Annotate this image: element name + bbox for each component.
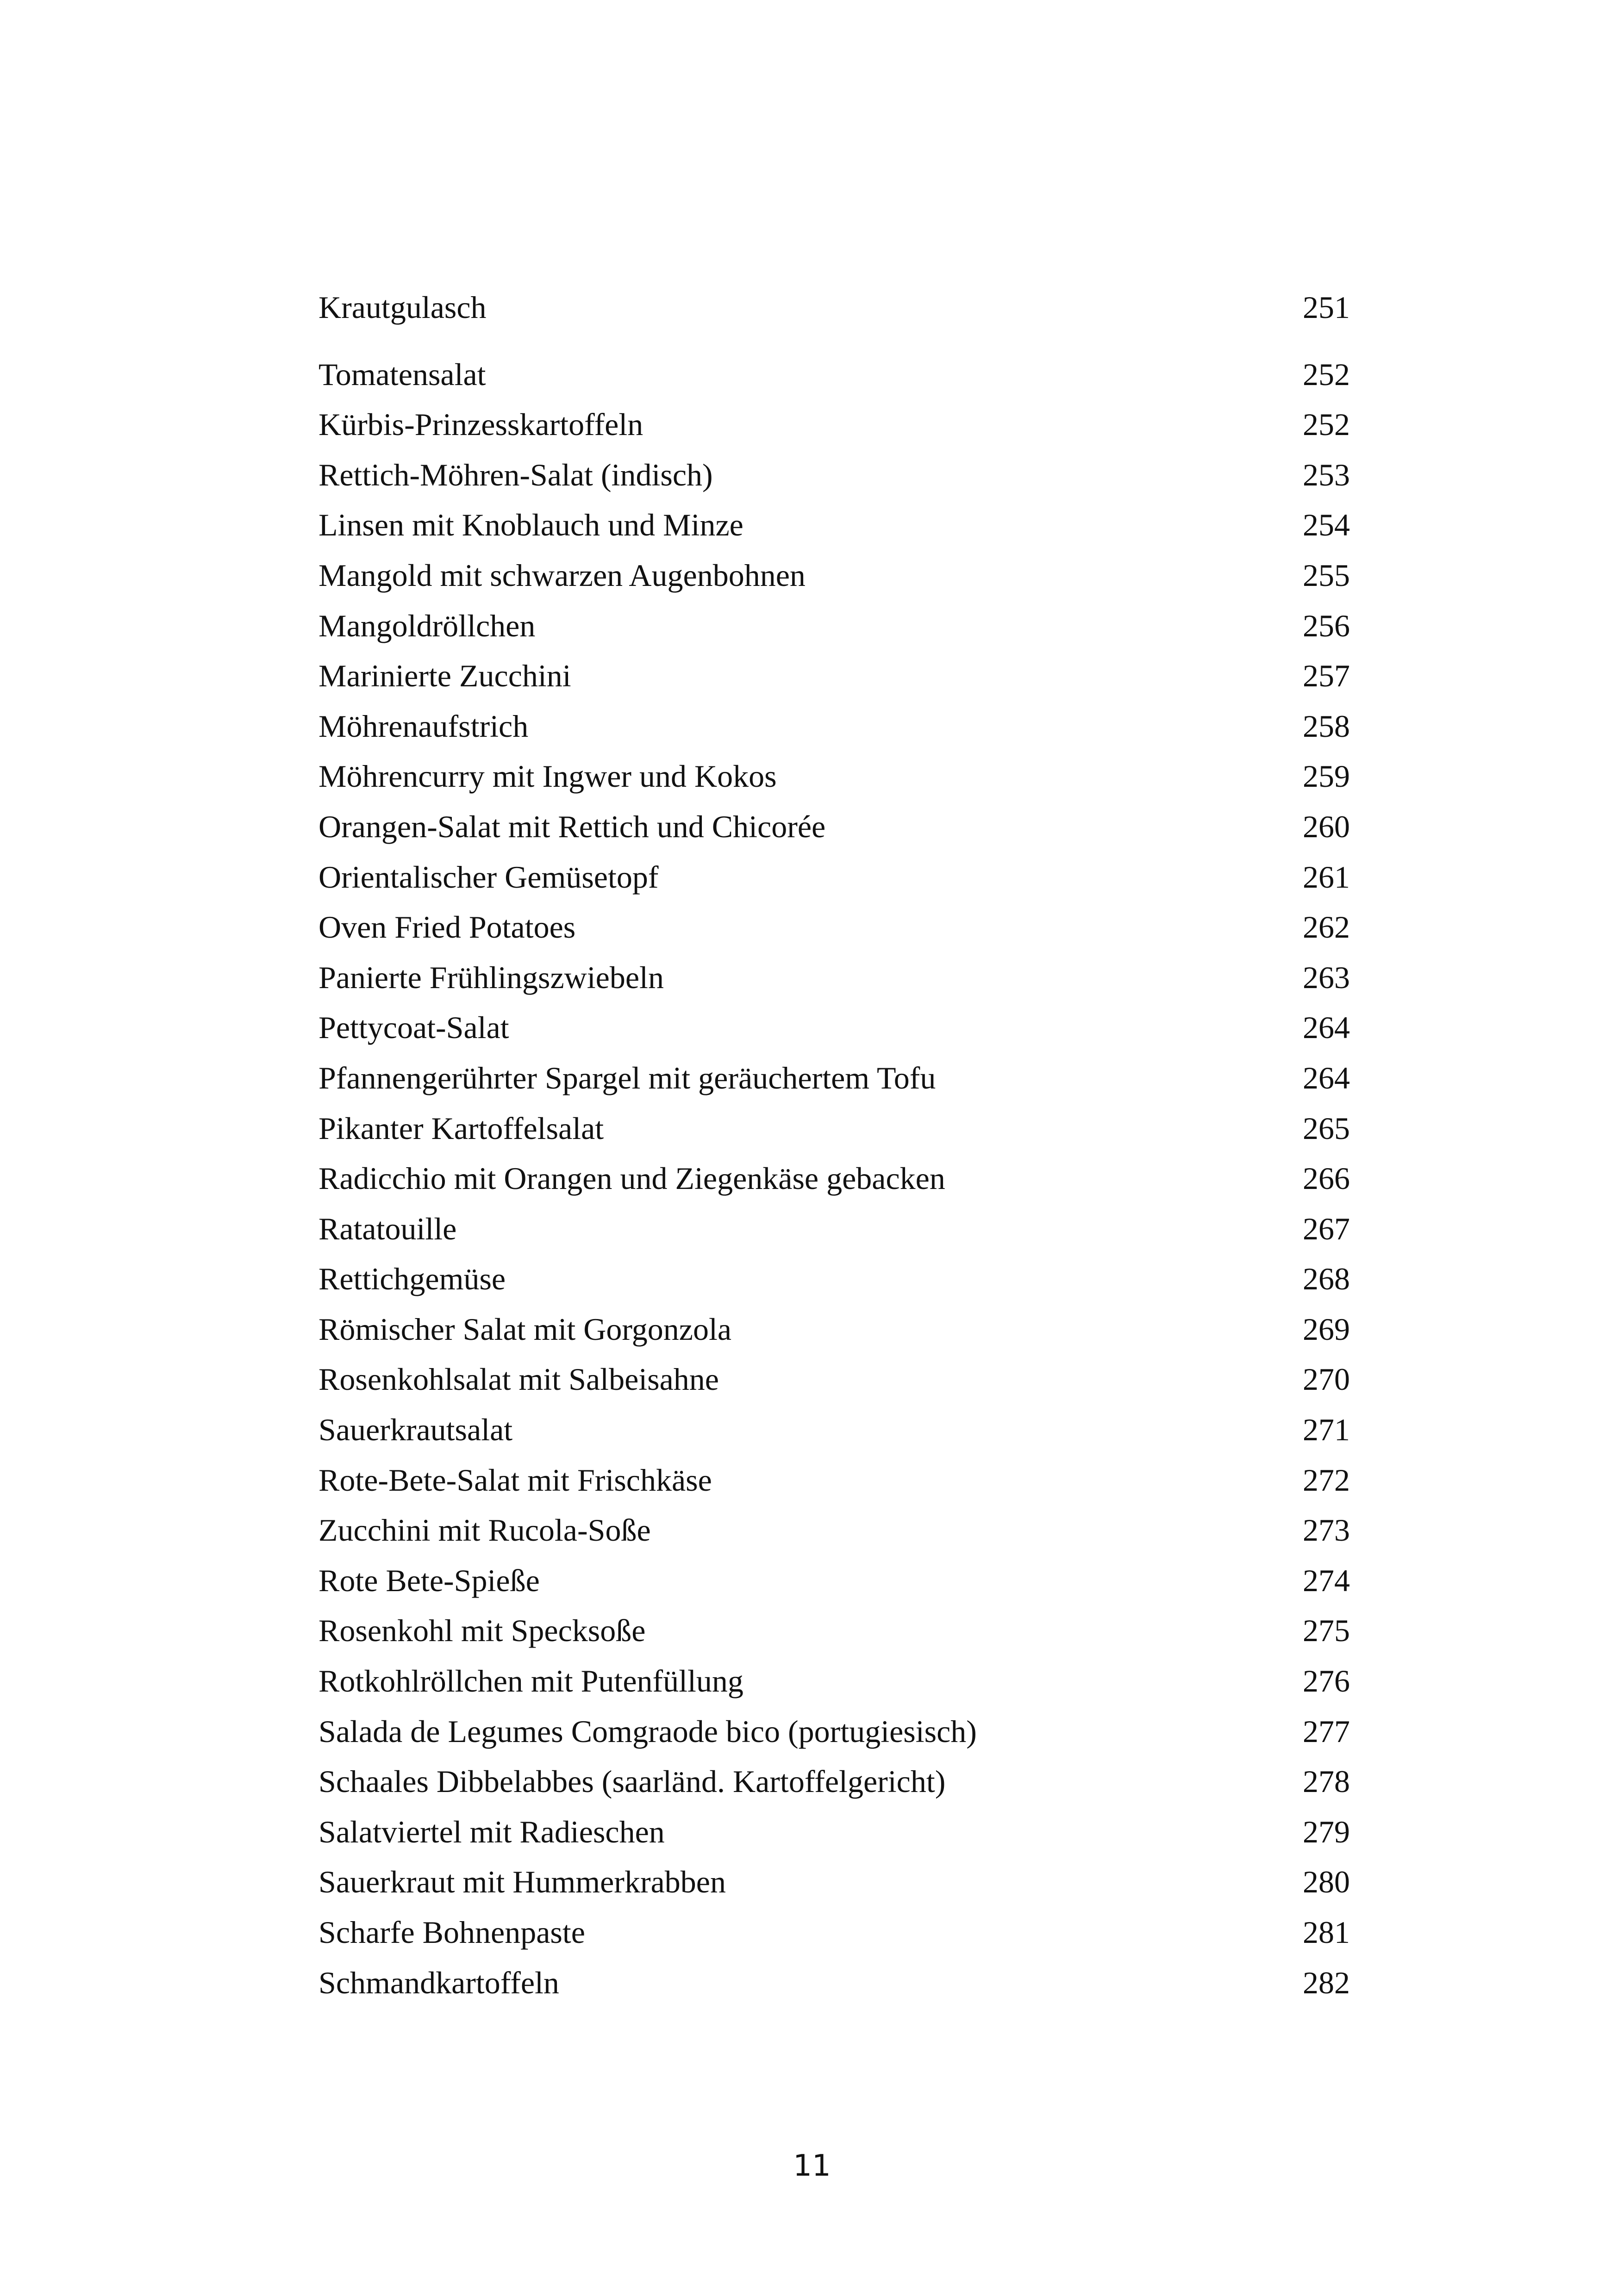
toc-entry: [319, 651, 1350, 701]
toc-entry: [319, 1958, 1350, 2008]
toc-entry: [319, 852, 1350, 902]
toc-entry: [319, 1756, 1350, 1807]
toc-entry-page: 276: [1303, 1663, 1350, 1699]
toc-entry-page: 279: [1303, 1814, 1350, 1849]
toc-entry-page: 273: [1303, 1512, 1350, 1548]
toc-entry-page: 265: [1303, 1110, 1350, 1146]
toc-entry: [319, 550, 1350, 601]
toc-entry: [319, 1857, 1350, 1907]
toc-entry-title: Pettycoat-Salat: [319, 1010, 509, 1045]
toc-entry: [319, 902, 1350, 952]
toc-entry-title: Salatviertel mit Radieschen: [319, 1814, 665, 1849]
toc-entry: [319, 1706, 1350, 1757]
toc-entry: [319, 1405, 1350, 1455]
toc-entry-title: Sauerkrautsalat: [319, 1412, 513, 1448]
toc-entry: [319, 701, 1350, 752]
toc-entry-page: 260: [1303, 809, 1350, 844]
toc-entry-page: 271: [1303, 1412, 1350, 1448]
toc-entry: [319, 1455, 1350, 1506]
toc-entry-page: 259: [1303, 759, 1350, 794]
toc-entry-page: 277: [1303, 1713, 1350, 1749]
toc-entry: [319, 1354, 1350, 1405]
toc-entry-page: 253: [1303, 457, 1350, 492]
toc-entry: [319, 282, 1350, 333]
toc-entry: [319, 1254, 1350, 1304]
toc-entry-page: 274: [1303, 1562, 1350, 1598]
toc-entry: [319, 1907, 1350, 1958]
toc-entry-page: 264: [1303, 1010, 1350, 1045]
page-number: 11: [793, 2149, 831, 2183]
toc-entry: [319, 1304, 1350, 1355]
toc-entry-title: Rote-Bete-Salat mit Frischkäse: [319, 1462, 712, 1498]
toc-entry-page: 256: [1303, 608, 1350, 643]
toc-entry-page: 272: [1303, 1462, 1350, 1498]
toc-entry-page: 280: [1303, 1864, 1350, 1900]
toc-entry: [319, 1153, 1350, 1204]
toc-entry-title: Pikanter Kartoffelsalat: [319, 1110, 604, 1146]
toc-entry-page: 267: [1303, 1211, 1350, 1246]
toc-entry-page: 281: [1303, 1915, 1350, 1950]
toc-entry-title: Rosenkohlsalat mit Salbeisahne: [319, 1362, 719, 1397]
toc-entry-title: Oven Fried Potatoes: [319, 909, 576, 945]
toc-entry: [319, 1103, 1350, 1154]
toc-entry-page: 258: [1303, 708, 1350, 744]
toc-entry: [319, 1605, 1350, 1656]
toc-entry-page: 270: [1303, 1362, 1350, 1397]
toc-entry-page: 269: [1303, 1311, 1350, 1347]
toc-entry-title: Rettich-Möhren-Salat (indisch): [319, 457, 713, 492]
toc-entry-title: Orientalischer Gemüsetopf: [319, 859, 659, 895]
toc-entry-title: Orangen-Salat mit Rettich und Chicorée: [319, 809, 826, 844]
toc-entry: [319, 450, 1350, 500]
toc-entry: [319, 399, 1350, 450]
toc-entry: [319, 601, 1350, 651]
toc-entry-page: 264: [1303, 1060, 1350, 1095]
toc-entry-page: 251: [1303, 290, 1350, 325]
toc-entry-title: Möhrenaufstrich: [319, 708, 529, 744]
toc-entry-title: Tomatensalat: [319, 356, 486, 392]
toc-entry: [319, 952, 1350, 1003]
toc-entry: [319, 500, 1350, 550]
toc-entry-title: Möhrencurry mit Ingwer und Kokos: [319, 759, 777, 794]
toc-entry-page: 252: [1303, 356, 1350, 392]
toc-entry-title: Kürbis-Prinzesskartoffeln: [319, 407, 643, 442]
toc-entry: [319, 1556, 1350, 1606]
toc-entry-page: 275: [1303, 1613, 1350, 1649]
toc-entry-title: Scharfe Bohnenpaste: [319, 1915, 585, 1950]
toc-entry-title: Panierte Frühlingszwiebeln: [319, 959, 664, 995]
toc-entry-page: 268: [1303, 1261, 1350, 1297]
toc-entry: [319, 1505, 1350, 1556]
toc-entry: [319, 1656, 1350, 1706]
toc-entry-title: Ratatouille: [319, 1211, 457, 1246]
toc-entry-page: 255: [1303, 557, 1350, 593]
toc-entry: [319, 802, 1350, 852]
toc-entry-title: Linsen mit Knoblauch und Minze: [319, 507, 743, 543]
toc-entry: [319, 1002, 1350, 1053]
toc-entry-page: 282: [1303, 1965, 1350, 2000]
toc-entry: [319, 1053, 1350, 1103]
toc-entry-page: 262: [1303, 909, 1350, 945]
toc-entry-title: Sauerkraut mit Hummerkrabben: [319, 1864, 726, 1900]
toc-entry-title: Rosenkohl mit Specksoße: [319, 1613, 646, 1649]
toc-entry: [319, 1807, 1350, 1857]
toc-entry-page: 261: [1303, 859, 1350, 895]
toc-entry-title: Salada de Legumes Comgraode bico (portugiesisch): [319, 1713, 977, 1749]
toc-entry-title: Marinierte Zucchini: [319, 658, 571, 694]
toc-entry-title: Mangold mit schwarzen Augenbohnen: [319, 557, 806, 593]
toc-entry-title: Rote Bete-Spieße: [319, 1562, 540, 1598]
table-of-contents: [319, 282, 1350, 2008]
toc-entry-title: Krautgulasch: [319, 290, 487, 325]
toc-entry-title: Schmandkartoffeln: [319, 1965, 559, 2000]
toc-entry-page: 254: [1303, 507, 1350, 543]
toc-entry: [319, 1204, 1350, 1254]
toc-entry-title: Radicchio mit Orangen und Ziegenkäse gebacken: [319, 1161, 945, 1196]
toc-entry-title: Mangoldröllchen: [319, 608, 536, 643]
toc-entry-title: Pfannengerührter Spargel mit geräuchertem Tofu: [319, 1060, 936, 1095]
toc-entry: [319, 751, 1350, 802]
toc-entry-title: Rotkohlröllchen mit Putenfüllung: [319, 1663, 743, 1699]
toc-entry: [319, 349, 1350, 400]
toc-entry-title: Römischer Salat mit Gorgonzola: [319, 1311, 732, 1347]
toc-entry-page: 252: [1303, 407, 1350, 442]
toc-entry-page: 257: [1303, 658, 1350, 694]
toc-entry-page: 278: [1303, 1764, 1350, 1799]
toc-entry-title: Rettichgemüse: [319, 1261, 506, 1297]
toc-entry-page: 263: [1303, 959, 1350, 995]
toc-entry-title: Zucchini mit Rucola-Soße: [319, 1512, 651, 1548]
toc-entry-title: Schaales Dibbelabbes (saarländ. Kartoffelgericht): [319, 1764, 946, 1799]
toc-entry-page: 266: [1303, 1161, 1350, 1196]
